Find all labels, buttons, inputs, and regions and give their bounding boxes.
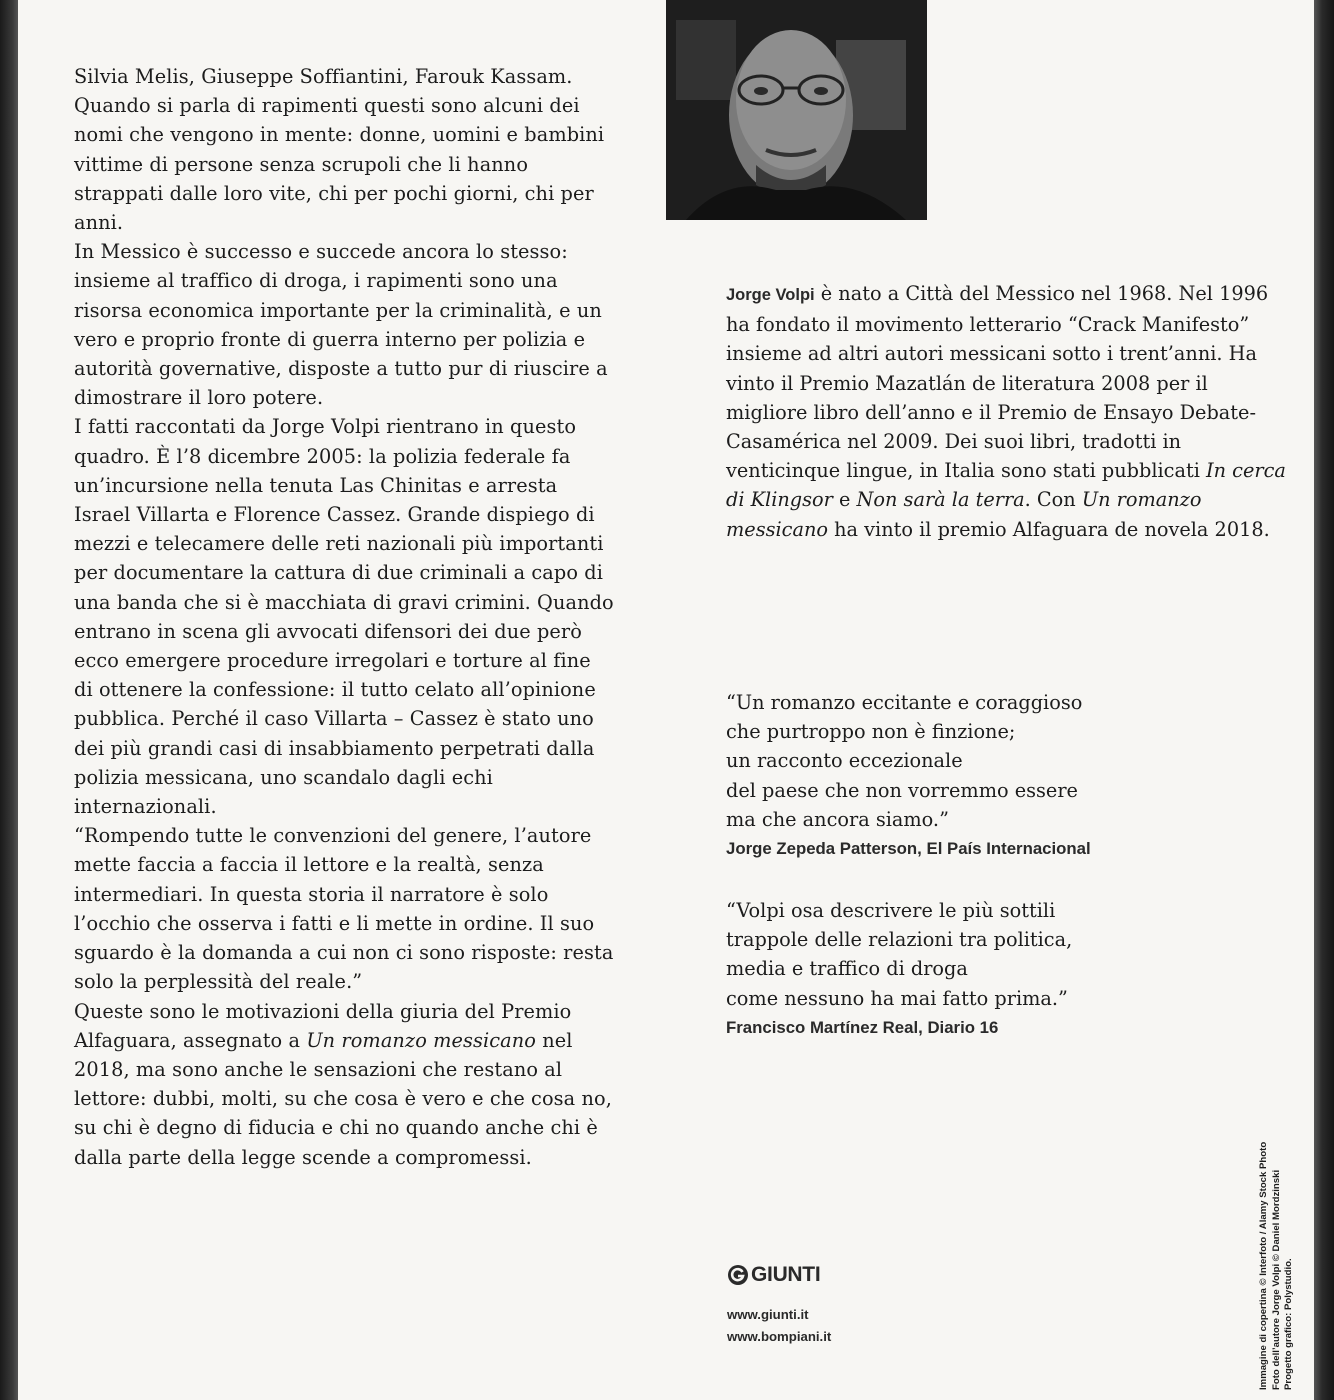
image-credits [1258, 1142, 1296, 1390]
book-title: In cerca di Klingsor [726, 459, 1286, 512]
jury-quote-paragraph: “Rompendo tutte le convenzioni del genere, l’autore mette faccia a faccia il lettore e la realtà, senza intermediari. In questa storia il narratore è solo l’occhio che osserva i fatti e li mette in ordine. Il suo sguardo è la domanda a cui non ci sono risposte: resta solo la perplessità del reale.” [74, 824, 614, 994]
synopsis-paragraph: Silvia Melis, Giuseppe Soffiantini, Farouk Kassam. Quando si parla di rapimenti questi sono alcuni dei nomi che vengono in mente: donne, uomini e bambini vittime di persone senza scrupoli che li hanno strappati dalle loro vite, chi per pochi giorni, chi per anni. [74, 65, 605, 235]
review-quote [726, 896, 1286, 1043]
quote-line: un racconto eccezionale [726, 749, 963, 773]
quote-line: “Volpi osa descrivere le più sottili [726, 899, 1056, 922]
quote-attribution: Francisco Martínez Real, Diario 16 [726, 1017, 999, 1037]
author-portrait-image [666, 0, 927, 220]
quote-attribution: Jorge Zepeda Patterson, El País Internacional [726, 839, 1091, 859]
synopsis-paragraph: Queste sono le motivazioni della giuria del Premio Alfaguara, assegnato a Un romanzo messicano nel 2018, ma sono anche le sensazioni che restano al lettore: dubbi, molti, su che cosa è vero e che cosa no, su chi è degno di fiducia e chi no quando anche chi è dalla parte della legge scende a compromessi. [74, 999, 612, 1169]
publisher-name: GIUNTI [751, 1263, 821, 1286]
quote-line: media e traffico di droga [726, 957, 968, 981]
quote-line: “Un romanzo eccitante e coraggioso [726, 691, 1083, 714]
giunti-g-icon [727, 1264, 749, 1286]
website-link[interactable]: www.giunti.it [727, 1307, 809, 1322]
publisher-logo [727, 1262, 820, 1288]
quote-line: trappole delle relazioni tra politica, [726, 928, 1073, 952]
page-edge-left [0, 0, 18, 1400]
book-title: Un romanzo messicano [306, 1028, 536, 1052]
credit-line: Immagine di copertina © Interfoto / Alamy Stock Photo [1258, 1141, 1269, 1390]
book-title: Non sarà la terra [856, 488, 1025, 512]
credit-line: Progetto grafico: Polystudio. [1283, 1258, 1295, 1390]
author-bio: Jorge Volpi è nato a Città del Messico nel 1968. Nel 1996 ha fondato il movimento letterario “Crack Manifesto” insieme ad altri autori messicani sotto i trent’anni. Ha vinto il Premio Mazatlán de literatura 2008 per il migliore libro dell’anno e il Premio de Ensayo Debate-Casamérica nel 2009. Dei suoi libri, tradotti in venticinque lingue, in Italia sono stati pubblicati In cerca di Klingsor e Non sarà la terra. Con Un romanzo messicano ha vinto il premio Alfaguara de novela 2018. [726, 282, 1286, 541]
page-edge-right [1314, 0, 1334, 1400]
author-name: Jorge Volpi [726, 286, 815, 304]
quote-line: che purtroppo non è finzione; [726, 720, 1016, 744]
review-quote [726, 688, 1286, 864]
credit-line: Foto dell’autore Jorge Volpi © Daniel Mordzinski [1270, 1169, 1282, 1390]
website-link[interactable]: www.bompiani.it [727, 1329, 832, 1344]
author-photo [666, 0, 927, 220]
quote-line: come nessuno ha mai fatto prima.” [726, 986, 1068, 1010]
book-title: Un romanzo messicano [726, 488, 1202, 541]
synopsis-paragraph: I fatti raccontati da Jorge Volpi rientrano in questo quadro. È l’8 dicembre 2005: la polizia federale fa un’incursione nella tenuta Las Chinitas e arresta Israel Villarta e Florence Cassez. Grande dispiego di mezzi e telecamere delle reti nazionali più importanti per documentare la cattura di due criminali a capo di una banda che si è macchiata di gravi crimini. Quando entrano in scena gli avvocati difensori dei due però ecco emergere procedure irregolari e torture al fine di ottenere la confessione: il tutto celato all’opinione pubblica. Perché il caso Villarta – Cassez è stato uno dei più grandi casi di insabbiamento perpetrati dalla polizia messicana, uno scandalo dagli echi internazionali. [74, 415, 614, 819]
quote-line: ma che ancora siamo.” [726, 807, 949, 831]
publisher-links [727, 1304, 831, 1348]
synopsis-column [74, 62, 614, 1172]
quote-line: del paese che non vorremmo essere [726, 778, 1078, 802]
synopsis-paragraph: In Messico è successo e succede ancora lo stesso: insieme al traffico di droga, i rapimenti sono una risorsa economica importante per la criminalità, e un vero e proprio fronte di guerra interno per polizia e autorità governative, disposte a tutto pur di riuscire a dimostrare il loro potere. [74, 240, 608, 410]
